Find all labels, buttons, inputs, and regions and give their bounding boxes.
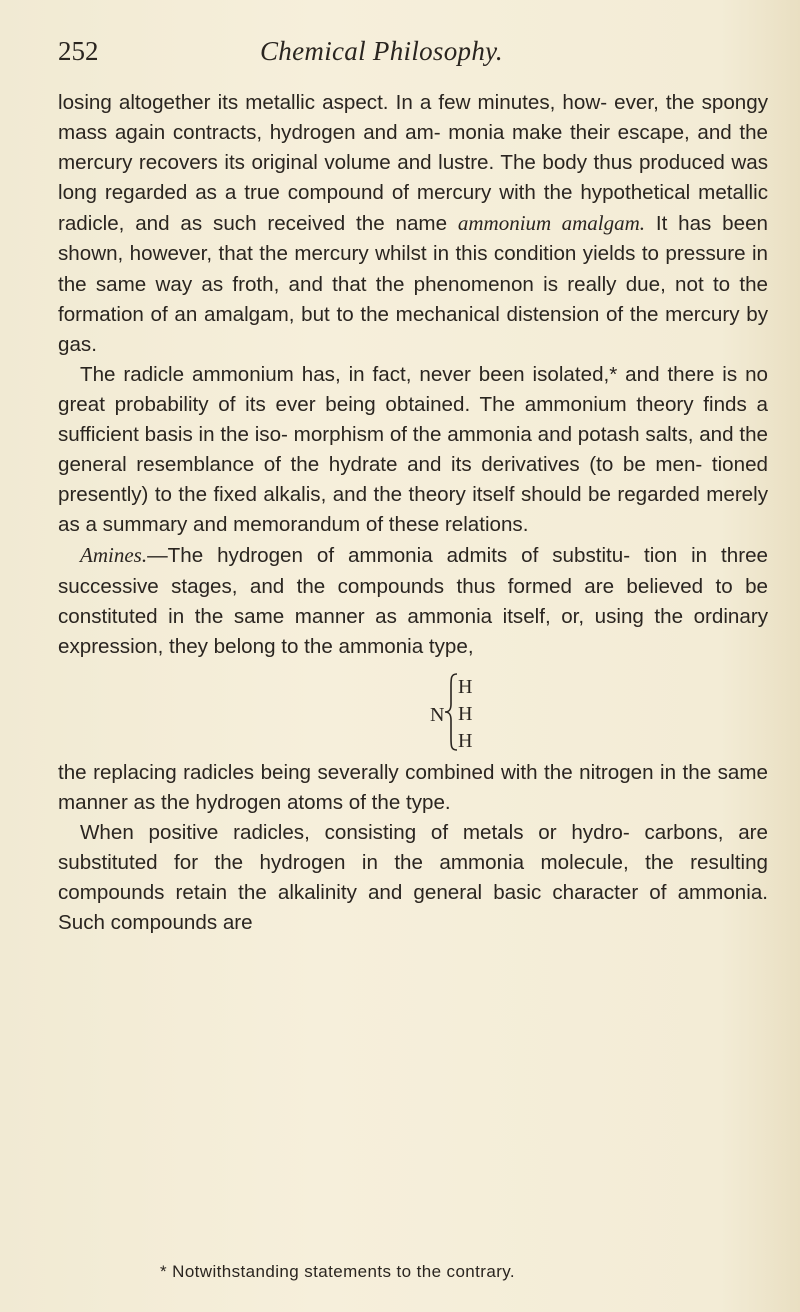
paragraph-amalgam-part-2: It has been shown, however, that the mercury whilst in this condition yields to pressure in the same way as froth, and that the phenomenon is really due, not to the formation of an amalgam, but to the mechanical distension of the mercury by gas. [58, 212, 768, 356]
formula-hydrogen-2: H [458, 702, 473, 725]
page-number: 252 [58, 36, 99, 66]
running-title: Chemical Philosophy. [260, 36, 503, 66]
paragraph-amines-text: —The hydrogen of ammonia admits of substitu- tion in three successive stages, and the compounds thus formed are believed to be constituted in the same manner as ammonia itself, or, using the ordinary expression, they belong to the ammonia type, [58, 544, 768, 658]
formula-hydrogen-1: H [458, 675, 473, 698]
body-text [58, 88, 768, 938]
paragraph-ammonium-theory: The radicle ammonium has, in fact, never been isolated,* and there is no great probability of its ever being obtained. The ammonium theory finds a sufficient basis in the iso- morphism of the ammonia and potash salts, and the general resemblance of the hydrate and its derivatives (to be men- tioned presently) to the fixed alkalis, and the theory itself should be regarded merely as a summary and memorandum of these relations. [58, 362, 768, 537]
paragraph-amalgam [58, 88, 768, 360]
formula-brace-icon [443, 672, 459, 752]
footnote: * Notwithstanding statements to the contrary. [160, 1262, 516, 1281]
paragraph-amalgam-part-1: losing altogether its metallic aspect. In a few minutes, how- ever, the spongy mass again contracts, hydrogen and am- monia make their escape, and the mercury recovers its original volume and lustre. The body thus produced was long regarded as a true compound of mercury with the hypothetical metallic radicle, and as such received the name [58, 91, 768, 236]
heading-amines: Amines. [80, 543, 148, 568]
paragraph-replacing-radicles: the replacing radicles being severally combined with the nitrogen in the same manner as the hydrogen atoms of the type. [58, 760, 768, 814]
paragraph-positive-radicles: When positive radicles, consisting of metals or hydro- carbons, are substituted for the hydrogen in the ammonia molecule, the resulting compounds retain the alkalinity and general basic character of ammonia. Such compounds are [58, 820, 768, 935]
formula-nitrogen: N [430, 703, 445, 726]
ammonia-type-formula [58, 668, 768, 758]
formula-hydrogen-3: H [458, 729, 473, 752]
term-ammonium-amalgam: ammonium amalgam. [457, 211, 645, 236]
page-header [58, 36, 758, 76]
paragraph-amines [58, 540, 768, 661]
